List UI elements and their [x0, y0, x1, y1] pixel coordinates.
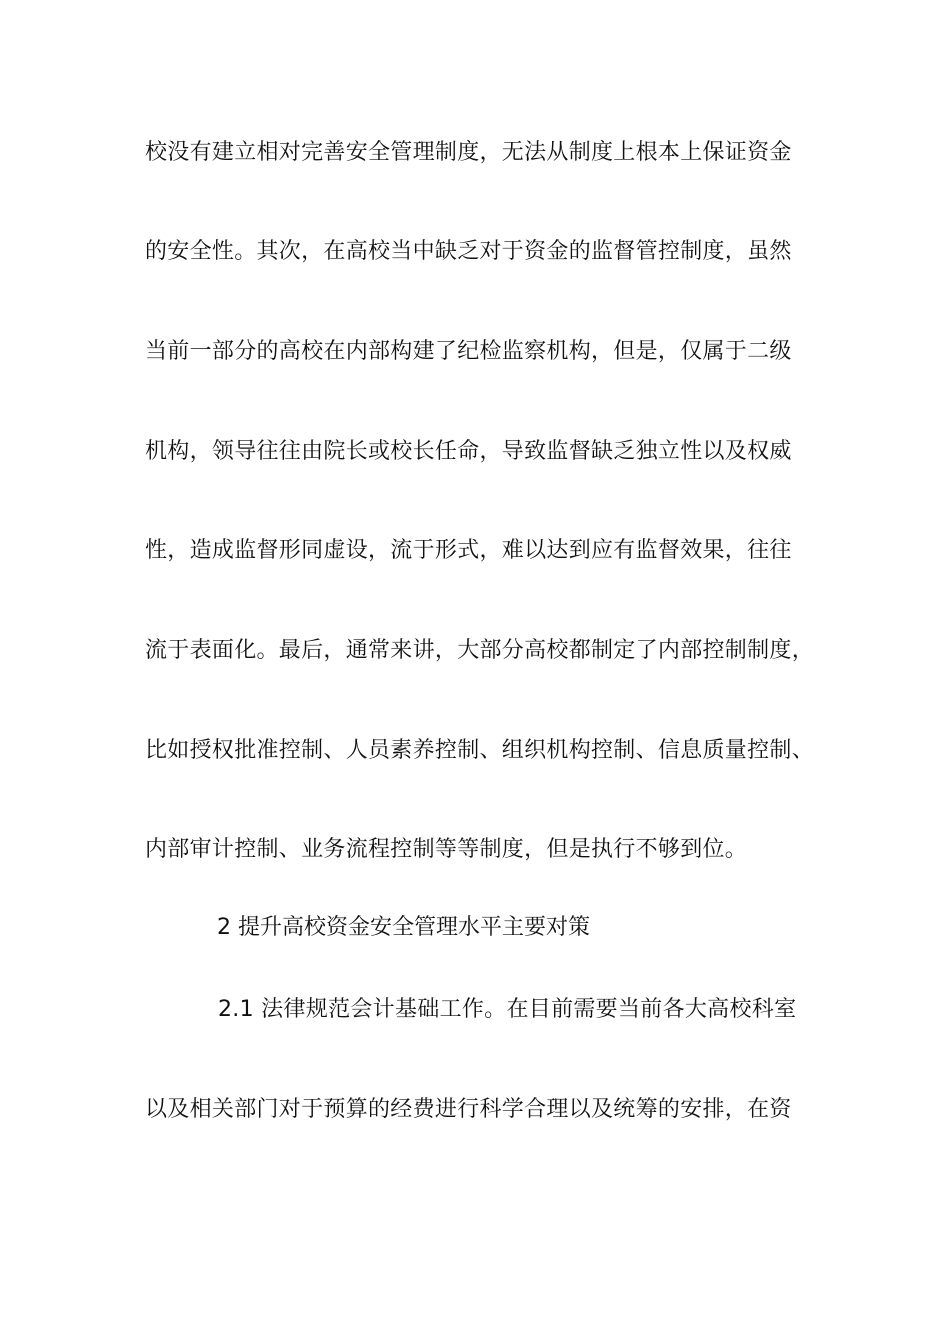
paragraph-line: 的安全性。其次，在高校当中缺乏对于资金的监督管控制度，虽然	[145, 239, 792, 264]
paragraph-line: 校没有建立相对完善安全管理制度，无法从制度上根本上保证资金	[145, 140, 792, 165]
paragraph-line: 内部审计控制、业务流程控制等等制度，但是执行不够到位。	[145, 837, 748, 862]
paragraph-line: 性，造成监督形同虚设，流于形式，难以达到应有监督效果，往往	[145, 538, 792, 563]
paragraph-line: 比如授权批准控制、人员素养控制、组织机构控制、信息质量控制、	[145, 738, 815, 763]
paragraph-line: 以及相关部门对于预算的经费进行科学合理以及统筹的安排，在资	[145, 1097, 792, 1122]
paragraph-line: 2.1 法律规范会计基础工作。在目前需要当前各大高校科室	[218, 997, 797, 1022]
paragraph-line: 流于表面化。最后，通常来讲，大部分高校都制定了内部控制制度，	[145, 638, 815, 663]
paragraph-line: 当前一部分的高校在内部构建了纪检监察机构，但是，仅属于二级	[145, 339, 792, 364]
section-heading: 2 提升高校资金安全管理水平主要对策	[217, 915, 590, 940]
paragraph-line: 机构，领导往往由院长或校长任命，导致监督缺乏独立性以及权威	[145, 439, 792, 464]
